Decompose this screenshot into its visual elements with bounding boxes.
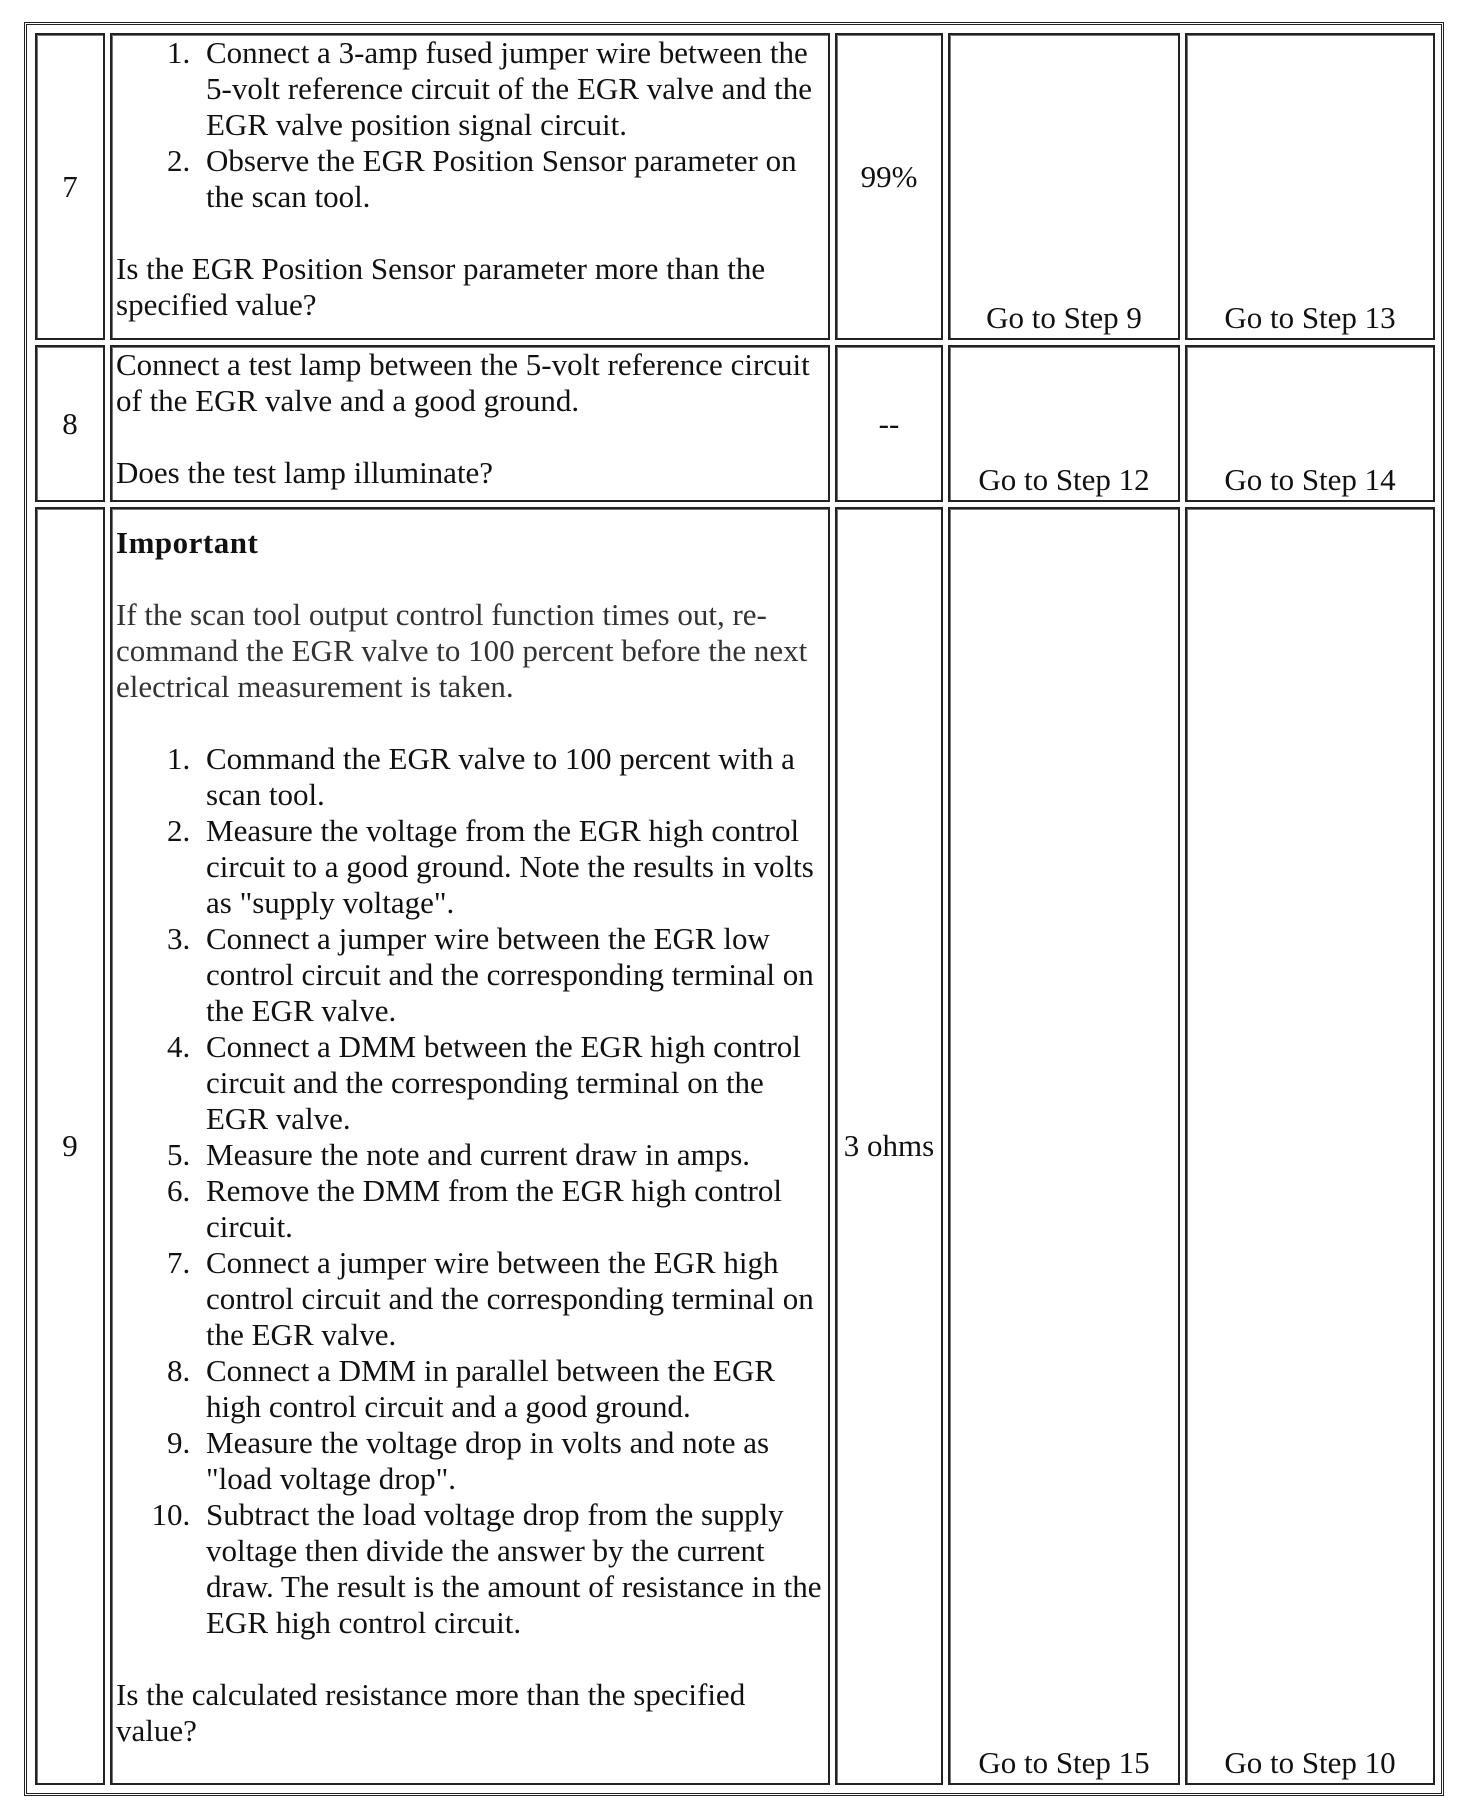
yes-action[interactable]: [948, 345, 1180, 502]
step-number: 7: [35, 33, 105, 340]
action-list: [116, 35, 824, 215]
go-to-step-link[interactable]: Go to Step 12: [978, 462, 1150, 497]
step-number: 9: [35, 507, 105, 1785]
list-item: 10. Subtract the load voltage drop from the supply voltage then divide the answer by the current draw. The result is the amount of resistance in the EGR high control circuit.: [198, 1497, 824, 1641]
go-to-step-link[interactable]: Go to Step 13: [1224, 300, 1396, 335]
table-row-step-9: [35, 507, 1435, 1785]
no-action[interactable]: [1185, 507, 1435, 1785]
list-item: 3. Connect a jumper wire between the EGR low control circuit and the corresponding terminal on the EGR valve.: [198, 921, 824, 1029]
action-cell: [110, 345, 830, 502]
table-row-step-8: [35, 345, 1435, 502]
yes-action[interactable]: [948, 507, 1180, 1785]
list-item: 1. Command the EGR valve to 100 percent with a scan tool.: [198, 741, 824, 813]
list-item: 7. Connect a jumper wire between the EGR high control circuit and the corresponding terminal on the EGR valve.: [198, 1245, 824, 1353]
go-to-step-link[interactable]: Go to Step 10: [1224, 1745, 1396, 1780]
action-list: [116, 741, 824, 1641]
step-number: 8: [35, 345, 105, 502]
list-item: 8. Connect a DMM in parallel between the EGR high control circuit and a good ground.: [198, 1353, 824, 1425]
value-cell: 3 ohms: [835, 507, 943, 1785]
list-item: 2. Measure the voltage from the EGR high control circuit to a good ground. Note the results in volts as "supply voltage".: [198, 813, 824, 921]
action-cell: [110, 507, 830, 1785]
list-item: 1. Connect a 3-amp fused jumper wire between the 5-volt reference circuit of the EGR valve and the EGR valve position signal circuit.: [198, 35, 824, 143]
list-item: 2. Observe the EGR Position Sensor parameter on the scan tool.: [198, 143, 824, 215]
value-cell: --: [835, 345, 943, 502]
diagnostic-table-frame: [24, 22, 1444, 1796]
go-to-step-link[interactable]: Go to Step 14: [1224, 462, 1396, 497]
list-item: 5. Measure the note and current draw in amps.: [198, 1137, 824, 1173]
no-action[interactable]: [1185, 33, 1435, 340]
action-cell: [110, 33, 830, 340]
go-to-step-link[interactable]: Go to Step 15: [978, 1745, 1150, 1780]
no-action[interactable]: [1185, 345, 1435, 502]
step-question: Is the calculated resistance more than the specified value?: [116, 1677, 746, 1748]
step-instruction: Connect a test lamp between the 5-volt reference circuit of the EGR valve and a good ground.: [116, 347, 810, 418]
yes-action[interactable]: [948, 33, 1180, 340]
table-row-step-7: [35, 33, 1435, 340]
go-to-step-link[interactable]: Go to Step 9: [986, 300, 1142, 335]
list-item: 4. Connect a DMM between the EGR high control circuit and the corresponding terminal on the EGR valve.: [198, 1029, 824, 1137]
important-heading: Important: [116, 525, 259, 560]
step-question: Is the EGR Position Sensor parameter more than the specified value?: [116, 251, 766, 322]
diagnostic-table: [30, 28, 1440, 1790]
list-item: 9. Measure the voltage drop in volts and note as "load voltage drop".: [198, 1425, 824, 1497]
list-item: 6. Remove the DMM from the EGR high control circuit.: [198, 1173, 824, 1245]
value-cell: 99%: [835, 33, 943, 340]
important-note: If the scan tool output control function times out, re-command the EGR valve to 100 percent before the next electrical measurement is taken.: [116, 597, 808, 704]
step-question: Does the test lamp illuminate?: [116, 455, 494, 490]
